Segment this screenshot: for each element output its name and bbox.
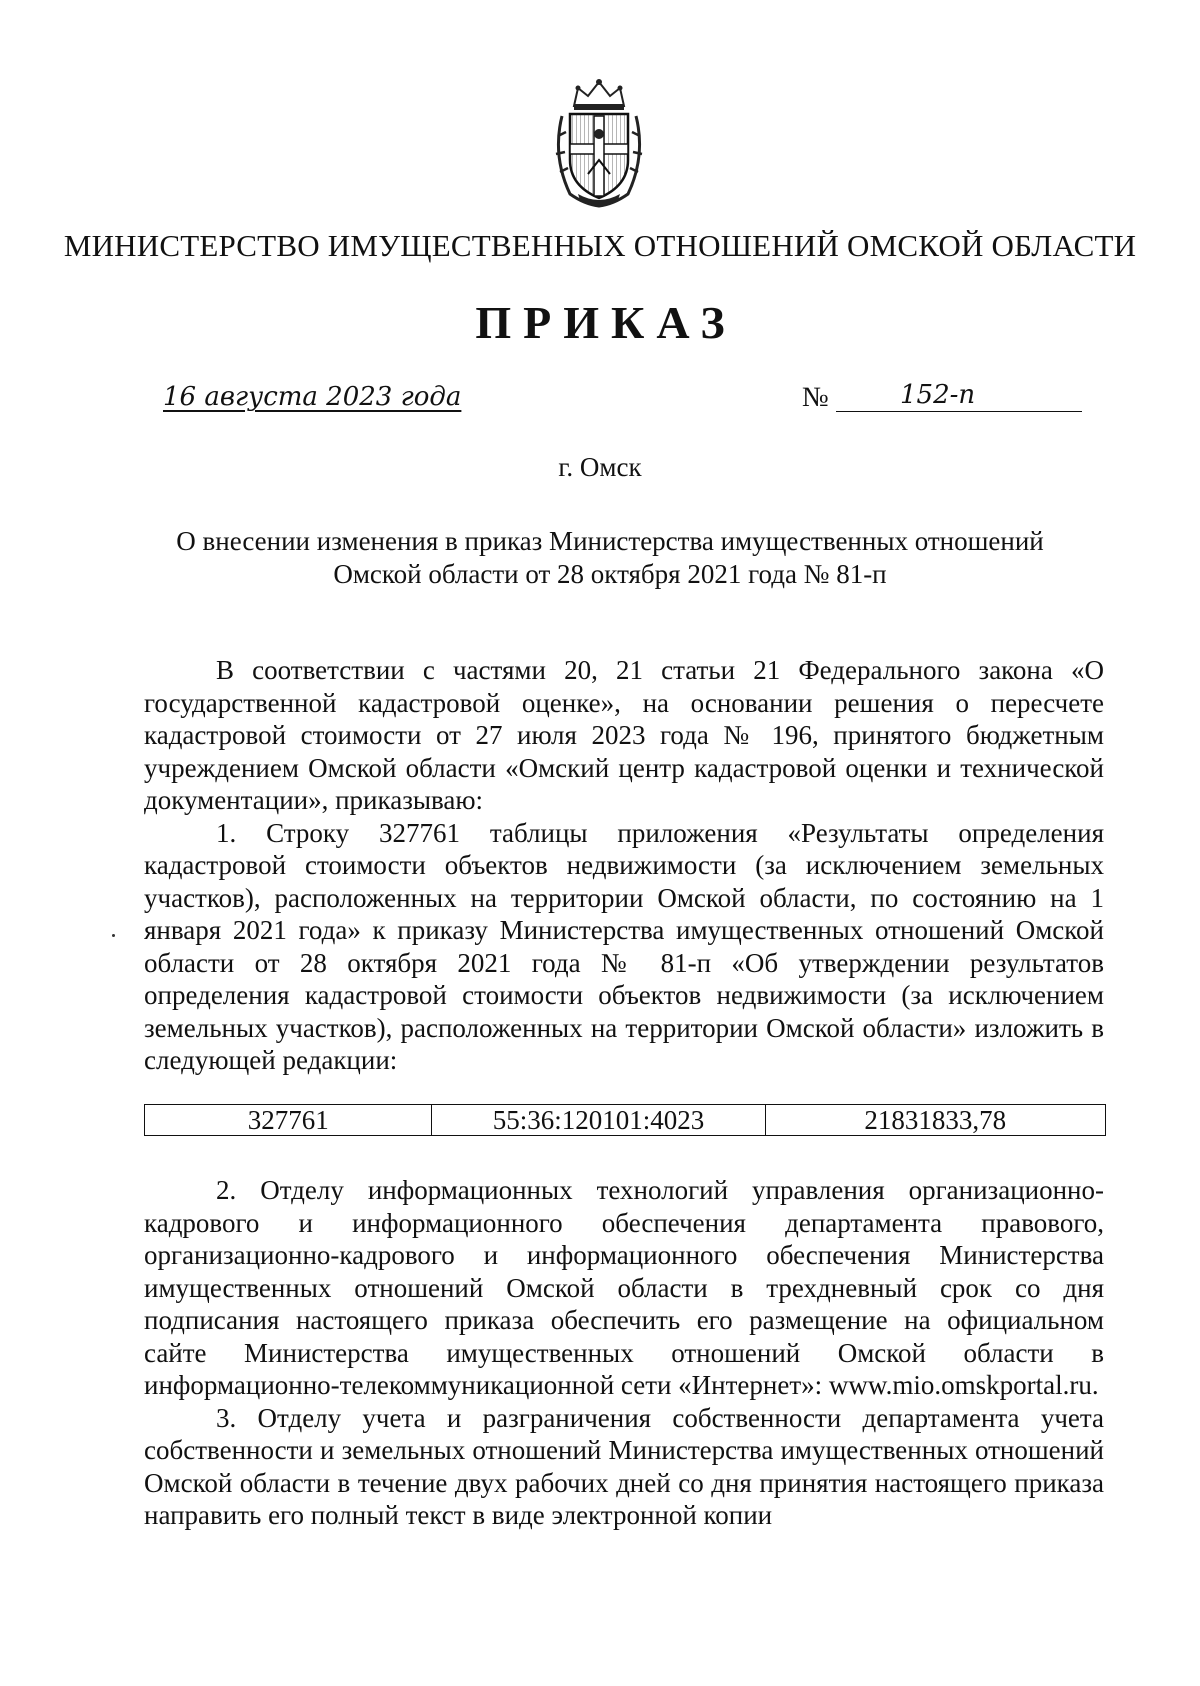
document-type-title: ПРИКАЗ <box>475 297 737 348</box>
table-cell-cadastral-value: 21831833,78 <box>765 1105 1106 1136</box>
cadastral-value-table <box>144 1104 1106 1136</box>
item-3-paragraph: 3. Отделу учета и разграничения собственности департамента учета собственности и земельных отношений Министерства имущественных отношений Омской области в течение двух рабочих дней со дня принятия настоящего приказа направить его полный текст в виде электронной копии <box>144 1402 1104 1530</box>
ministry-name: МИНИСТЕРСТВО ИМУЩЕСТВЕННЫХ ОТНОШЕНИЙ ОМСКОЙ ОБЛАСТИ <box>63 228 1137 263</box>
item-1-paragraph: 1. Строку 327761 таблицы приложения «Результаты определения кадастровой стоимости объектов недвижимости (за исключением земельных участков), расположенных на территории Омской области, по состоянию на 1 января 2021 года» к приказу Министерства имущественных отношений Омской области от 28 октября 2021 года № 81-п «Об утверждении результатов определения кадастровой стоимости объектов недвижимости (за исключением земельных участков), расположенных на территории Омской области» изложить в следующей редакции: <box>144 817 1104 1075</box>
number-sign: № <box>802 382 829 413</box>
number-underline <box>836 411 1082 412</box>
scan-dot <box>112 934 115 937</box>
document-number <box>802 382 1082 416</box>
table-cell-cadastral-number: 55:36:120101:4023 <box>432 1105 765 1136</box>
subject-line-2: Омской области от 28 октября 2021 года № 81-п <box>333 559 887 589</box>
city-name: г. Омск <box>558 452 642 482</box>
order-subject <box>150 525 1070 591</box>
handwritten-number: 152-п <box>900 380 976 410</box>
item-2-paragraph: 2. Отделу информационных технологий управления организационно-кадрового и информационного обеспечения департамента правового, организационно-кадрового и информационного обеспечения Министерства имущественных отношений Омской области в трехдневный срок со дня подписания настоящего приказа обеспечить его размещение на официальном сайте Министерства имущественных отношений Омской области в информационно-телекоммуникационной сети «Интернет»: www.mio.omskportal.ru. <box>144 1175 1104 1400</box>
omsk-coat-of-arms-icon <box>548 76 650 208</box>
subject-line-1: О внесении изменения в приказ Министерства имущественных отношений <box>176 526 1044 556</box>
body-section-1 <box>144 654 1104 1077</box>
preamble-paragraph: В соответствии с частями 20, 21 статьи 21 Федерального закона «О государственной кадастровой оценке», на основании решения о пересчете кадастровой стоимости от 27 июля 2023 года № 196, принятого бюджетным учреждением Омской области «Омский центр кадастровой оценки и технической документации», приказываю: <box>144 655 1104 815</box>
table-row <box>145 1105 1106 1136</box>
table-cell-row-number: 327761 <box>145 1105 432 1136</box>
body-section-2 <box>144 1174 1104 1532</box>
handwritten-date: 16 августа 2023 года <box>163 382 462 412</box>
